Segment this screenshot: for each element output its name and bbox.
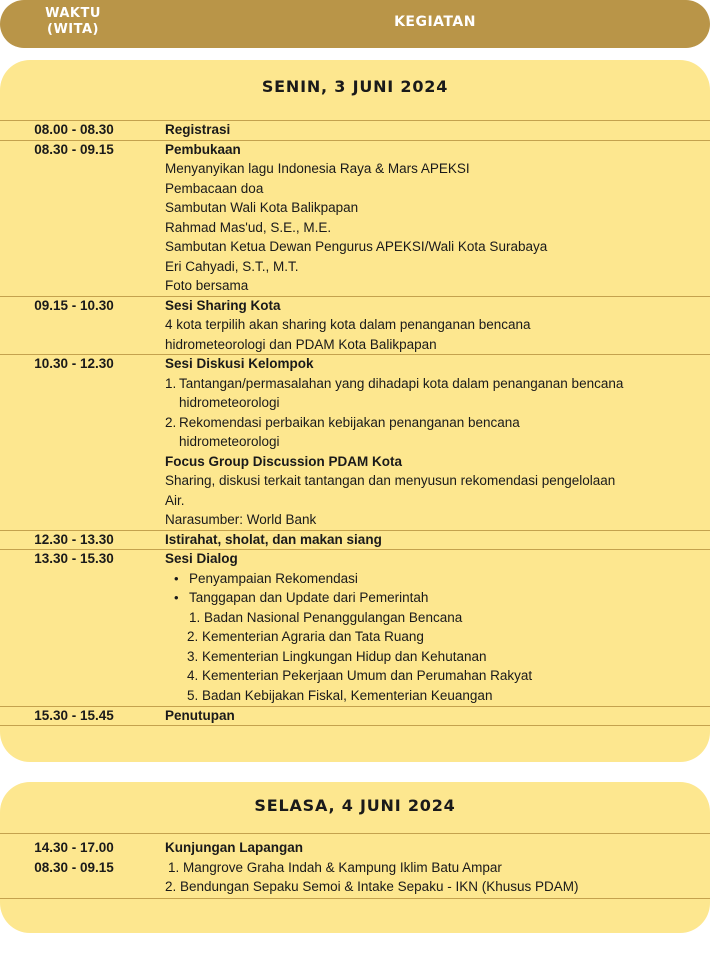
bullet-item: Penyampaian Rekomendasi xyxy=(189,571,358,586)
list-number: 1. xyxy=(165,376,177,391)
list-item-continued: hidrometeorologi xyxy=(179,395,280,410)
session-line: Air. xyxy=(165,493,185,508)
bullet-item: Tanggapan dan Update dari Pemerintah xyxy=(189,590,429,605)
row-divider xyxy=(0,898,710,899)
session-line: Rahmad Mas'ud, S.E., M.E. xyxy=(165,220,332,235)
list-item: Tantangan/permasalahan yang dihadapi kota dalam penanganan bencana xyxy=(179,376,624,391)
waktu-column-header: WAKTU (WITA) xyxy=(45,6,101,37)
time-registrasi: 08.00 - 08.30 xyxy=(34,122,114,137)
day-title-selasa: SELASA, 4 JUNI 2024 xyxy=(254,796,456,815)
session-title-dialog: Sesi Dialog xyxy=(165,551,238,566)
session-title-kunjungan: Kunjungan Lapangan xyxy=(165,840,303,855)
list-item: 2. Bendungan Sepaku Semoi & Intake Sepaku - IKN (Khusus PDAM) xyxy=(165,879,579,894)
time-diskusi: 10.30 - 12.30 xyxy=(34,356,114,371)
bullet-icon: • xyxy=(174,571,179,586)
row-divider xyxy=(0,833,710,834)
session-title-pembukaan: Pembukaan xyxy=(165,142,241,157)
time-kunjungan-2: 08.30 - 09.15 xyxy=(34,860,114,875)
session-line: 4 kota terpilih akan sharing kota dalam penanganan bencana xyxy=(165,317,531,332)
fgd-title: Focus Group Discussion PDAM Kota xyxy=(165,454,403,469)
list-item: Rekomendasi perbaikan kebijakan penanganan bencana xyxy=(179,415,520,430)
session-line: Narasumber: World Bank xyxy=(165,512,317,527)
session-line: Sambutan Wali Kota Balikpapan xyxy=(165,200,359,215)
table-header xyxy=(0,0,710,48)
time-dialog: 13.30 - 15.30 xyxy=(34,551,114,566)
session-line: Sharing, diskusi terkait tantangan dan menyusun rekomendasi pengelolaan xyxy=(165,473,616,488)
sub-list-item: 3. Kementerian Lingkungan Hidup dan Kehutanan xyxy=(187,649,487,664)
time-istirahat: 12.30 - 13.30 xyxy=(34,532,114,547)
kegiatan-column-header: KEGIATAN xyxy=(394,14,476,30)
sub-list-item: 1. Badan Nasional Penanggulangan Bencana xyxy=(189,610,463,625)
session-line: Eri Cahyadi, S.T., M.T. xyxy=(165,259,299,274)
time-penutupan: 15.30 - 15.45 xyxy=(34,708,114,723)
sub-list-item: 5. Badan Kebijakan Fiskal, Kementerian Keuangan xyxy=(187,688,493,703)
session-line: Pembacaan doa xyxy=(165,181,264,196)
list-item-continued: hidrometeorologi xyxy=(179,434,280,449)
list-number: 2. xyxy=(165,415,177,430)
time-sharing: 09.15 - 10.30 xyxy=(34,298,114,313)
session-title-diskusi: Sesi Diskusi Kelompok xyxy=(165,356,314,371)
sub-list-item: 4. Kementerian Pekerjaan Umum dan Perumahan Rakyat xyxy=(187,668,533,683)
session-line: Menyanyikan lagu Indonesia Raya & Mars APEKSI xyxy=(165,161,470,176)
session-title-registrasi: Registrasi xyxy=(165,122,231,137)
time-pembukaan: 08.30 - 09.15 xyxy=(34,142,114,157)
session-title-istirahat: Istirahat, sholat, dan makan siang xyxy=(165,532,382,547)
sub-list-item: 2. Kementerian Agraria dan Tata Ruang xyxy=(187,629,424,644)
session-line: Foto bersama xyxy=(165,278,249,293)
bullet-icon: • xyxy=(174,590,179,605)
session-title-penutupan: Penutupan xyxy=(165,708,235,723)
session-title-sharing: Sesi Sharing Kota xyxy=(165,298,281,313)
time-kunjungan-1: 14.30 - 17.00 xyxy=(34,840,114,855)
list-item: 1. Mangrove Graha Indah & Kampung Iklim Batu Ampar xyxy=(168,860,502,875)
day-title-senin: SENIN, 3 JUNI 2024 xyxy=(261,77,449,96)
session-line: hidrometeorologi dan PDAM Kota Balikpapan xyxy=(165,337,437,352)
session-line: Sambutan Ketua Dewan Pengurus APEKSI/Wali Kota Surabaya xyxy=(165,239,548,254)
